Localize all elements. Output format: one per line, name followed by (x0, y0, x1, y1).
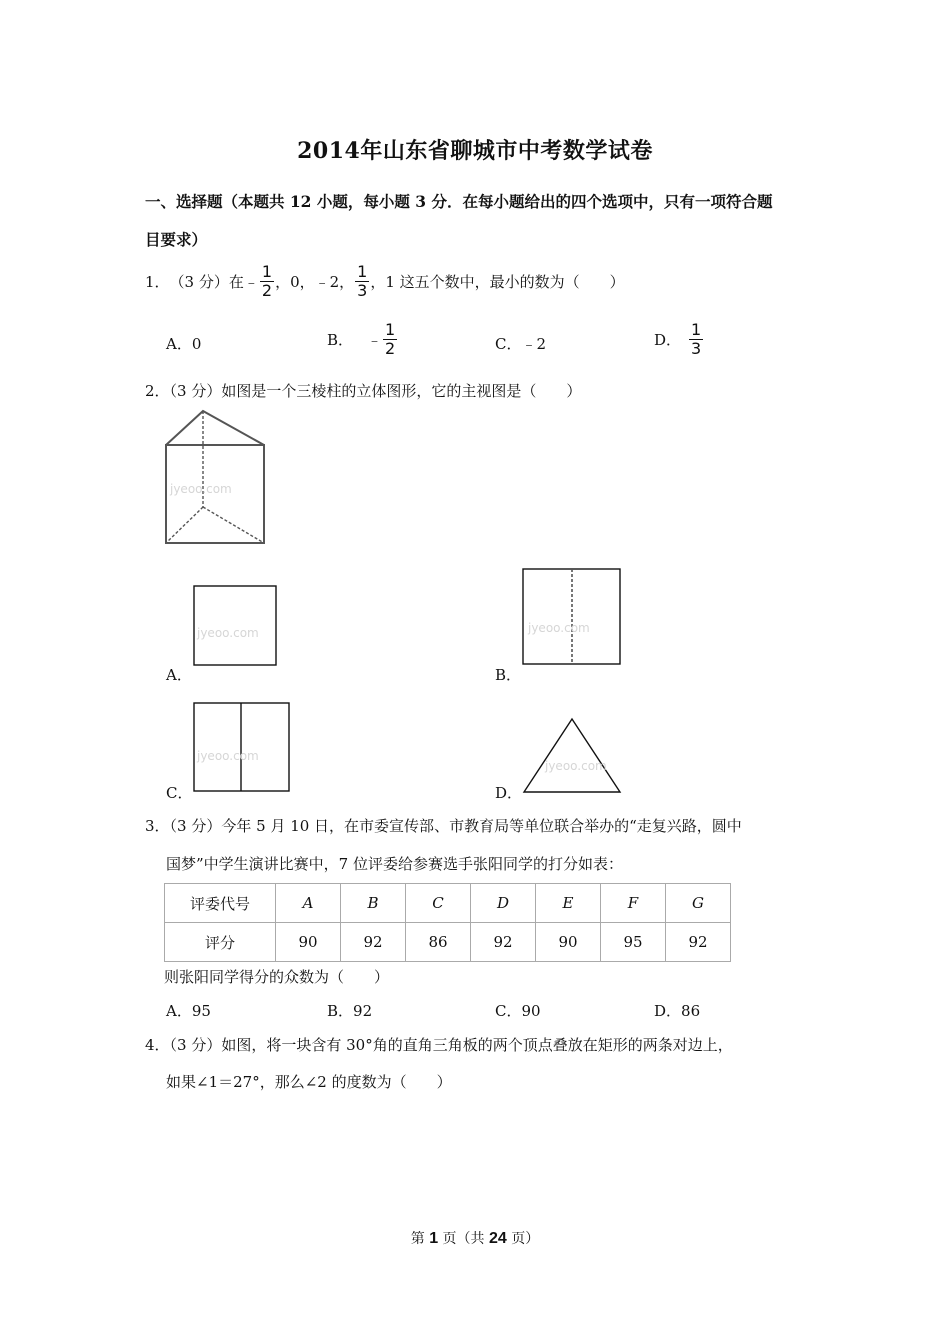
q2-option-a-label: A． (166, 666, 192, 684)
fraction-denominator: 3 (691, 339, 702, 358)
q1-middle-text: ，0，﹣2， (275, 273, 355, 291)
table-cell: 90 (276, 923, 341, 962)
table-header-label: 评委代号 (165, 884, 276, 923)
option-fraction (383, 322, 397, 357)
option-label: C． (495, 335, 522, 353)
section-heading-line1: 一、选择题（本题共 12 小题，每小题 3 分．在每小题给出的四个选项中，只有一项符合题 (145, 192, 773, 211)
q1-option-b (327, 322, 398, 357)
table-row (165, 884, 731, 923)
watermark: jyeoo.com (545, 759, 607, 773)
prism-top-edges (166, 411, 264, 445)
question-3-line1 (145, 815, 742, 836)
q3-question: 则张阳同学得分的众数为（ ） (164, 968, 390, 986)
prism-hidden-edge (203, 507, 264, 543)
q3-text: （3 分）今年 5 月 10 日，在市委宣传部、市教育局等单位联合举办的“走复兴路，圆中 (169, 817, 742, 835)
q1-fraction-third (355, 264, 369, 299)
q2-option-c-split-rectangle (193, 702, 292, 794)
table-row (165, 923, 731, 962)
page-footer (0, 1228, 950, 1248)
table-header-cell: C (406, 884, 471, 923)
q2-text: （3 分）如图是一个三棱柱的立体图形，它的主视图是（ ） (169, 382, 582, 400)
option-text: 95 (191, 1002, 211, 1020)
q4-text: （3 分）如图，将一块含有 30°角的直角三角板的两个顶点叠放在矩形的两条对边上， (169, 1036, 733, 1054)
watermark: jyeoo.com (197, 626, 259, 640)
q1-fraction-half (260, 264, 274, 299)
q1-option-c (495, 333, 546, 354)
table-header-cell: B (341, 884, 406, 923)
option-text: 90 (521, 1002, 541, 1020)
score-table (164, 883, 731, 962)
q2-option-a-square (193, 585, 279, 667)
watermark: jyeoo.com (197, 749, 259, 763)
option-minus-sign: ﹣ (367, 331, 383, 349)
table-header-cell: E (536, 884, 601, 923)
table-cell: 95 (601, 923, 666, 962)
q3-option-d (654, 1000, 700, 1021)
q3-option-a (166, 1000, 211, 1021)
q2-option-b-dashed-rectangle (522, 568, 623, 667)
question-1 (145, 264, 625, 299)
option-text: 92 (353, 1002, 373, 1020)
table-header-cell: D (471, 884, 536, 923)
q2-option-c-label: C． (166, 784, 193, 802)
footer-text: 页） (506, 1231, 540, 1247)
footer-text: 第 (410, 1231, 430, 1247)
table-header-cell: F (601, 884, 666, 923)
fraction-denominator: 2 (385, 339, 396, 358)
table-row-label: 评分 (165, 923, 276, 962)
watermark: jyeoo.com (170, 482, 232, 496)
option-label: A． (166, 335, 192, 353)
option-label: B． (327, 331, 354, 349)
option-label: D． (654, 1002, 682, 1020)
option-text: 86 (681, 1002, 701, 1020)
table-cell: 92 (666, 923, 731, 962)
table-cell: 92 (341, 923, 406, 962)
table-header-cell: A (276, 884, 341, 923)
watermark: jyeoo.com (528, 621, 590, 635)
question-3-line2: 国梦”中学生演讲比赛中，7 位评委给参赛选手张阳同学的打分如表： (166, 855, 623, 873)
question-4-line2: 如果∠1＝27°，那么∠2 的度数为（ ） (166, 1073, 452, 1091)
fraction-denominator: 2 (261, 281, 273, 300)
footer-text: 页（共 (438, 1231, 489, 1247)
option-fraction (689, 322, 703, 357)
fraction-denominator: 3 (357, 281, 368, 300)
option-text: 0 (191, 335, 202, 353)
table-cell: 86 (406, 923, 471, 962)
option-label: A． (166, 1002, 192, 1020)
q1-minus-sign: ﹣ (243, 273, 259, 291)
table-cell: 90 (536, 923, 601, 962)
section-heading-line2: 目要求） (145, 230, 208, 249)
q3-number: 3． (145, 817, 170, 835)
q2-option-d-triangle (521, 716, 625, 796)
q1-number: 1． (145, 273, 170, 291)
q1-option-a (166, 333, 201, 354)
question-4-line1 (145, 1034, 733, 1055)
page-title: 2014年山东省聊城市中考数学试卷 (297, 138, 653, 164)
option-text: ﹣2 (521, 335, 547, 353)
q3-option-c (495, 1000, 541, 1021)
q2-option-b-label: B． (495, 666, 522, 684)
page-number: 1 (429, 1230, 439, 1247)
q4-number: 4． (145, 1036, 170, 1054)
prism-hidden-edge (166, 507, 203, 543)
q1-option-d (654, 322, 704, 357)
q1-score: （3 分）在 (169, 273, 244, 291)
total-pages: 24 (489, 1230, 507, 1247)
question-2 (145, 380, 581, 401)
triangular-prism-figure (160, 405, 272, 550)
fraction-numerator: 1 (357, 262, 368, 281)
q3-option-b (327, 1000, 372, 1021)
q2-option-d-label: D． (495, 784, 523, 802)
table-cell: 92 (471, 923, 536, 962)
option-label: D． (654, 331, 682, 349)
option-label: B． (327, 1002, 354, 1020)
fraction-numerator: 1 (261, 262, 273, 281)
fraction-numerator: 1 (385, 320, 396, 339)
q1-tail-text: ，1 这五个数中，最小的数为（ ） (370, 273, 625, 291)
table-header-cell: G (666, 884, 731, 923)
q2-number: 2． (145, 382, 170, 400)
fraction-numerator: 1 (691, 320, 702, 339)
option-label: C． (495, 1002, 522, 1020)
